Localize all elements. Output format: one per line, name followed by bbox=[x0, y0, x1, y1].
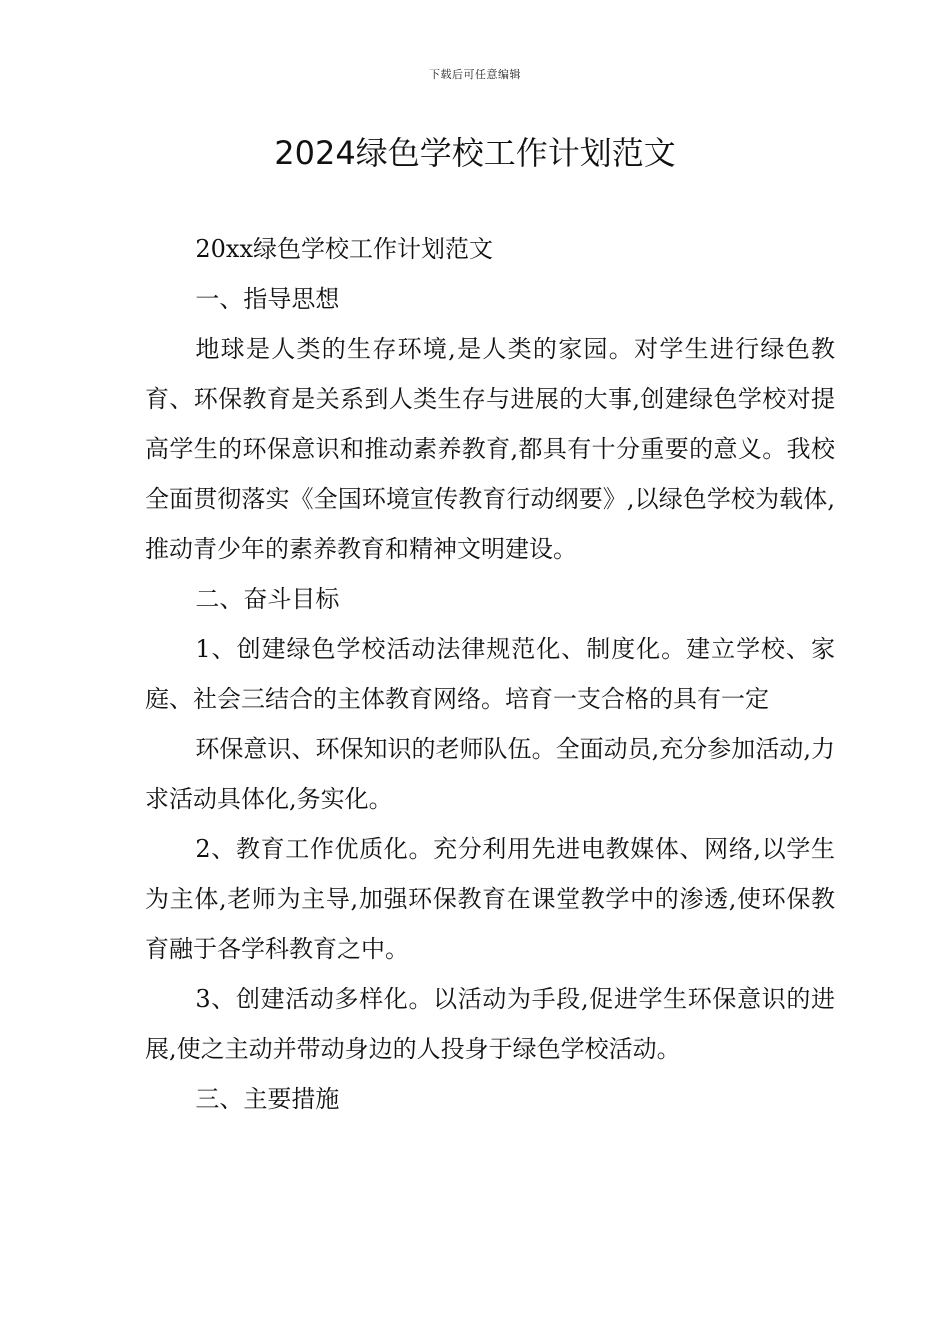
body-paragraph: 3、创建活动多样化。以活动为手段,促进学生环保意识的进展,使之主动并带动身边的人投身于绿色学校活动。 bbox=[145, 985, 835, 1063]
document-title: 2024绿色学校工作计划范文 bbox=[274, 134, 676, 172]
section-heading-goals: 二、奋斗目标 bbox=[195, 585, 340, 613]
subtitle-paragraph: 20xx绿色学校工作计划范文 bbox=[195, 235, 493, 263]
section-heading-guiding-ideology: 一、指导思想 bbox=[195, 285, 340, 313]
body-paragraph: 地球是人类的生存环境,是人类的家园。对学生进行绿色教育、环保教育是关系到人类生存与进展的大事,创建绿色学校对提高学生的环保意识和推动素养教育,都具有十分重要的意义。我校全面贯彻落实《全国环境宣传教育行动纲要》,以绿色学校为载体,推动青少年的素养教育和精神文明建设。 bbox=[145, 335, 835, 563]
section-heading-measures: 三、主要措施 bbox=[195, 1085, 340, 1113]
body-paragraph: 2、教育工作优质化。充分利用先进电教媒体、网络,以学生为主体,老师为主导,加强环保教育在课堂教学中的渗透,使环保教育融于各学科教育之中。 bbox=[145, 835, 835, 963]
body-paragraph: 环保意识、环保知识的老师队伍。全面动员,充分参加活动,力求活动具体化,务实化。 bbox=[145, 735, 835, 813]
header-note: 下载后可任意编辑 bbox=[429, 68, 521, 81]
body-paragraph: 1、创建绿色学校活动法律规范化、制度化。建立学校、家庭、社会三结合的主体教育网络。培育一支合格的具有一定 bbox=[145, 635, 835, 713]
document-body bbox=[145, 224, 835, 1124]
